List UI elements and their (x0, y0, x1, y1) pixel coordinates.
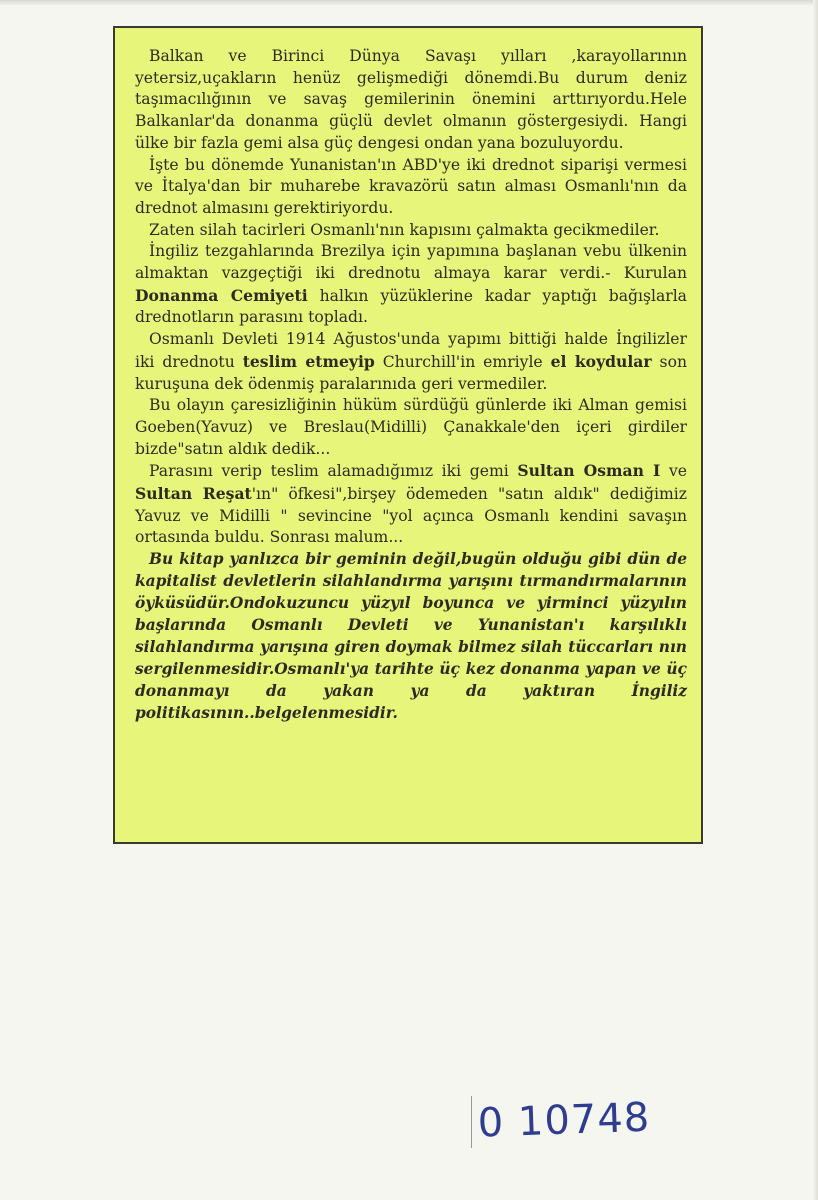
emphasized-text: Sultan Reşat (135, 484, 252, 504)
text-segment: halkın yüzüklerine kadar yaptığı bağışlarla drednotların parasını topladı. (135, 286, 687, 327)
text-segment: Zaten silah tacirleri Osmanlı'nın kapısını çalmakta gecikmediler. (149, 220, 660, 239)
text-segment: 'ın" öfkesi",birşey ödemeden "satın aldık" dediğimiz Yavuz ve Midilli " sevincine "yol açınca Osmanlı kendini savaşın ortasında buldu. Sonrası malum... (135, 485, 688, 547)
text-segment: İşte bu dönemde Yunanistan'ın ABD'ye iki drednot siparişi vermesi ve İtalya'dan bir muharebe kravazörü satın alması Osmanlı'nın da drednot almasını gerektiriyordu. (135, 155, 687, 217)
book-summary-paragraph (135, 549, 687, 724)
text-segment: Churchill'in emriyle (374, 352, 551, 371)
text-segment: İngiliz tezgahlarında Brezilya için yapımına başlanan vebu ülkenin almaktan vazgeçtiği iki drednotu almaya karar verdi.- Kurulan (135, 242, 687, 283)
text-paragraph (135, 241, 687, 329)
scan-edge-right (813, 0, 818, 1200)
back-cover-text-panel (113, 26, 703, 844)
text-paragraph (135, 46, 687, 155)
emphasized-text: Sultan Osman I (517, 461, 661, 481)
handwritten-inventory-number: 0 10748 (477, 1094, 651, 1147)
text-paragraph (135, 460, 687, 549)
emphasized-text: teslim etmeyip (242, 351, 375, 371)
text-segment: son kuruşuna dek ödenmiş paralarınıda geri vermediler. (135, 352, 687, 393)
emphasized-text: el koydular (550, 351, 652, 371)
text-segment: Parasını verip teslim alamadığımız iki gemi (149, 462, 518, 481)
text-paragraph (135, 220, 687, 242)
text-paragraph (135, 155, 687, 220)
text-segment: Bu kitap yanlızca bir geminin değil,bugün olduğu gibi dün de kapitalist devletlerin silahlandırma yarışını tırmandırmalarının öyküsüdür.Ondokuzuncu yüzyıl boyunca ve yirminci yüzyılın başlarında Osmanlı Devleti ve Yunanistan'ı karşılıklı silahlandırma yarışına giren doymak bilmez silah tüccarları nın sergilenmesidir.Osmanlı'ya tarihte üç kez donanma yapan ve üç donanmayı da yakan ya da yaktıran İngiliz politikasının..belgelenmesidir. (135, 550, 687, 722)
text-segment: Balkan ve Birinci Dünya Savaşı yılları ,karayollarının yetersiz,uçakların henüz gelişmediği dönemdi.Bu durum deniz taşımacılığının ve savaş gemilerinin önemini arttırıyordu.Hele Balkanlar'da donanma güçlü devlet olmanın göstergesiydi. Hangi ülke bir fazla gemi alsa güç dengesi ondan yana bozuluyordu. (135, 47, 687, 152)
text-segment: Osmanlı Devleti 1914 Ağustos'unda yapımı bittiği halde İngilizler iki drednotu (135, 330, 687, 371)
text-paragraph (135, 329, 687, 395)
text-segment: Bu olayın çaresizliğinin hüküm sürdüğü günlerde iki Alman gemisi Goeben(Yavuz) ve Breslau(Midilli) Çanakkale'den içeri girdiler bizde"satın aldık dedik... (135, 396, 687, 458)
text-segment: ve (660, 462, 687, 481)
stamp-divider (471, 1096, 472, 1148)
emphasized-text: Donanma Cemiyeti (135, 285, 308, 305)
text-paragraph (135, 395, 687, 460)
scan-edge-top (0, 0, 818, 6)
